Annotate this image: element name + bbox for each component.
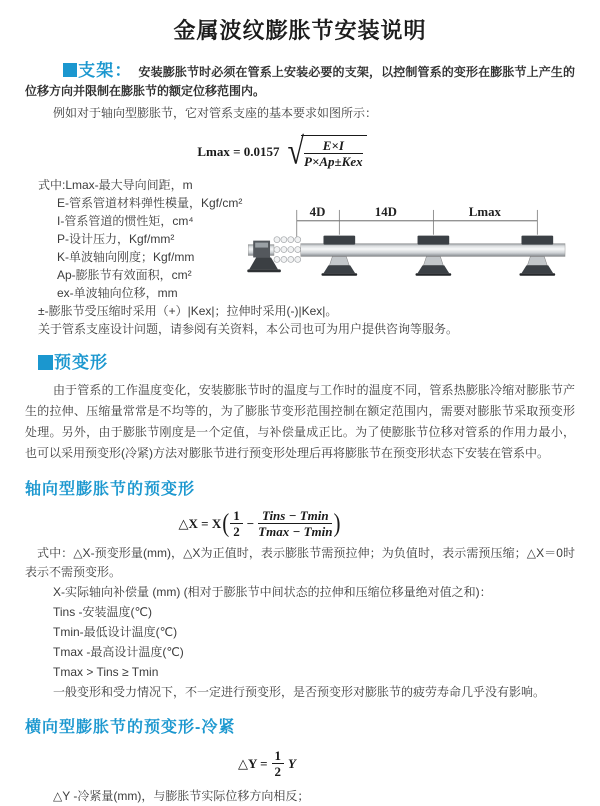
dim-label-14d: 14D <box>374 204 397 219</box>
definition-line: P-设计压力，Kgf/mm² <box>57 232 175 246</box>
formula-lhs: △Y = <box>237 755 268 771</box>
plus-minus-note: ±-膨胀节受压缩时采用（+）|Kex|；拉伸时采用(-)|Kex|。 <box>38 304 338 318</box>
definition-line: E-管系管道材料弹性模量，Kgf/cm² <box>57 196 243 210</box>
close-paren: ) <box>333 507 341 538</box>
lmax-formula <box>7 130 557 172</box>
section-header-support <box>63 61 133 80</box>
definitions-and-diagram <box>25 176 575 338</box>
formula-numerator: E×I <box>304 139 363 154</box>
radical-sign-icon: √ <box>287 130 305 172</box>
support-header-label: 支架： <box>78 61 133 80</box>
lateral-predeform-formula <box>0 749 542 778</box>
definition-line: K-单波轴向刚度；Kgf/mm <box>57 250 195 264</box>
formula-lhs: △X = X <box>178 515 222 531</box>
formula-denominator: Tmax − Tmin <box>258 524 333 539</box>
predeform-header-label: 预变形 <box>54 353 108 372</box>
minus-sign: − <box>246 515 255 531</box>
pipe <box>301 244 565 257</box>
support-example-line: 例如对于轴向型膨胀节，它对管系支座的基本要求如图所示： <box>53 106 378 120</box>
axial-general-note: 一般变形和受力情况下，不一定进行预变形，是否预变形对膨胀节的疲劳寿命几乎没有影响。 <box>53 685 546 699</box>
document-page <box>0 14 600 806</box>
temperature-fraction <box>258 509 332 538</box>
where-label: 式中:Lmax-最大导向间距，m <box>38 178 193 192</box>
half-numerator: 1 <box>230 509 243 524</box>
tins-line: Tins -安装温度(℃) <box>53 605 153 619</box>
formula-denominator: P×Ap±Kex <box>304 154 363 169</box>
radicand <box>301 135 367 168</box>
one-half-fraction <box>230 509 243 538</box>
formula-numerator: Tins − Tmin <box>258 509 332 524</box>
subsection-header-axial: 轴向型膨胀节的预变形 <box>25 481 196 498</box>
bellows-icon <box>274 237 301 263</box>
axial-where-paragraph: 式中：△X-预变形量(mm)，△X为正值时，表示膨胀节需预拉伸；为负值时，表示需预压缩；△X＝0时表示不需预变形。 <box>25 546 575 579</box>
half-denominator: 2 <box>233 524 240 539</box>
open-paren: ( <box>222 507 230 538</box>
half-numerator: 1 <box>272 749 285 764</box>
tmin-line: Tmin-最低设计温度(℃) <box>53 625 178 639</box>
axial-predeform-formula <box>0 509 535 538</box>
dim-label-4d: 4D <box>309 204 326 219</box>
subsection-header-lateral: 横向型膨胀节的预变形-冷紧 <box>25 719 236 736</box>
section-bullet-icon <box>38 355 53 370</box>
support-intro-paragraph <box>25 61 575 101</box>
dim-label-lmax: Lmax <box>468 204 501 219</box>
page-title: 金属波纹膨胀节安装说明 <box>173 18 427 43</box>
one-half-fraction <box>272 749 285 778</box>
definition-line: ex-单波轴向位移，mm <box>57 286 178 300</box>
temperature-relation-line: Tmax > Tins ≥ Tmin <box>53 665 159 679</box>
predeform-paragraph: 由于管系的工作温度变化，安装膨胀节时的温度与工作时的温度不同，管系热膨胀冷缩对膨胀节产生的拉伸、压缩量常常是不均等的，为了膨胀节变形范围控制在额定范围内，需要对膨胀节采取预变形处理。另外，由于膨胀节刚度是一个定值，与补偿量成正比。为了使膨胀节位移对管系的作用力最小，也可以采用预变形(冷紧)方法对膨胀节进行预变形处理后再将膨胀节在预变形状态下安装在管系中。 <box>25 383 575 460</box>
tmax-line: Tmax -最高设计温度(℃) <box>53 645 184 659</box>
lateral-note-line: △Y -冷紧量(mm)，与膨胀节实际位移方向相反； <box>53 789 310 803</box>
formula-rhs: Y <box>288 755 296 771</box>
section-bullet-icon <box>63 63 77 77</box>
formula-lhs: Lmax = 0.0157 <box>197 143 280 159</box>
support-intro-text: 安装膨胀节时必须在管系上安装必要的支架，以控制管系的变形在膨胀节上产生的位移方向并限制在膨胀节的额定位移范围内。 <box>25 65 575 98</box>
consult-note: 关于管系支座设计问题，请参阅有关资料，本公司也可为用户提供咨询等服务。 <box>38 322 459 336</box>
x-definition-line: X-实际轴向补偿量 (mm) (相对于膨胀节中间状态的拉伸和压缩位移量绝对值之和)： <box>53 585 492 599</box>
definition-line: I-管系管道的惯性矩，cm⁴ <box>57 214 194 228</box>
support-requirement-diagram <box>245 204 597 303</box>
section-header-predeform <box>38 348 575 373</box>
definition-line: Ap-膨胀节有效面积，cm² <box>57 268 192 282</box>
half-denominator: 2 <box>274 764 282 779</box>
